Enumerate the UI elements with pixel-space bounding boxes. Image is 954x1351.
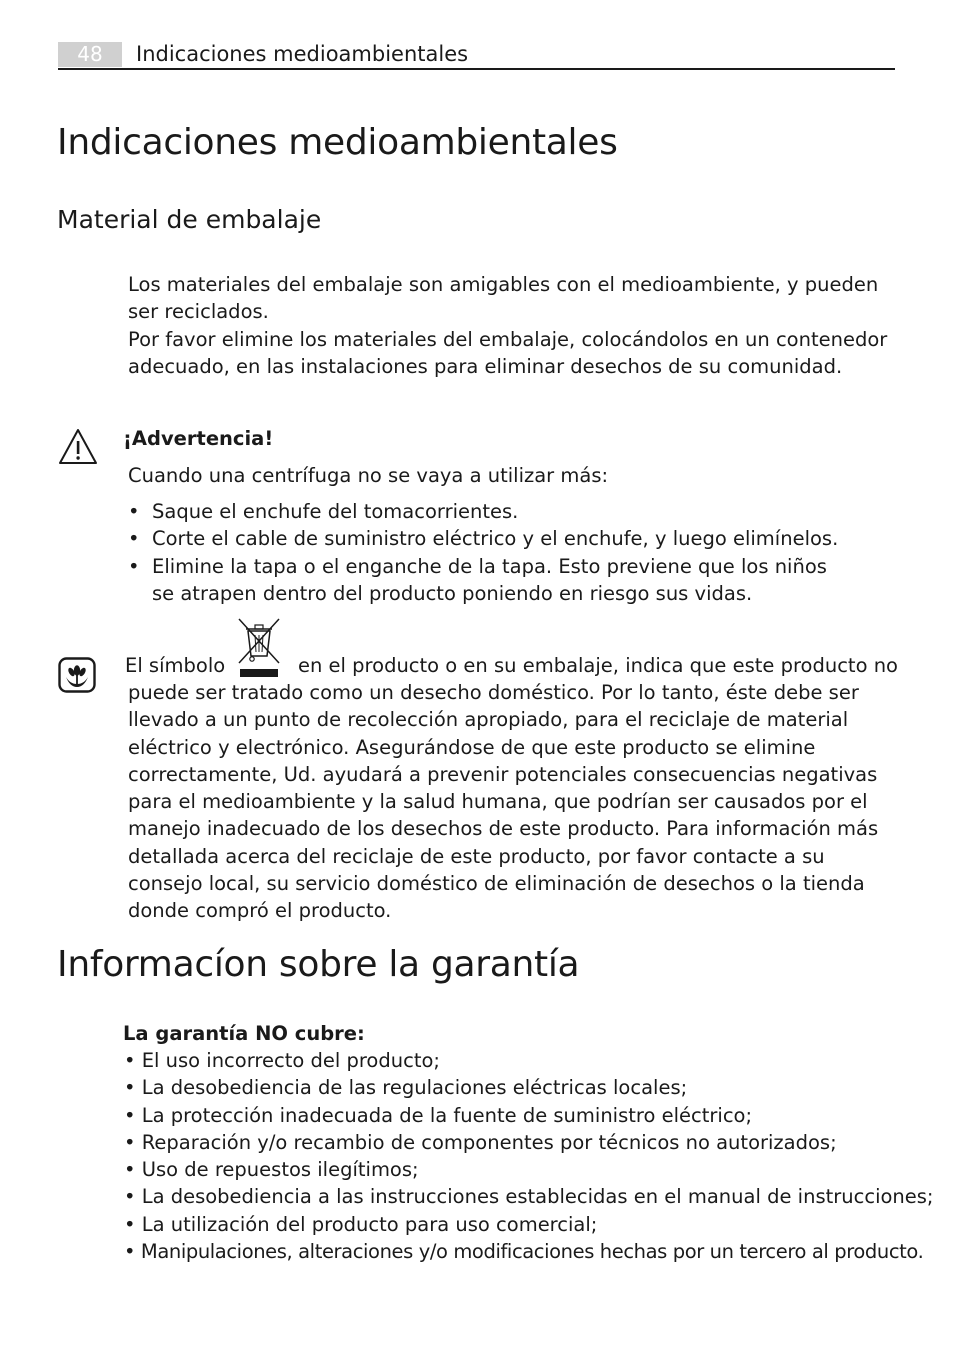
list-item: • Reparación y/o recambio de componentes por técnicos no autorizados; bbox=[124, 1130, 837, 1154]
packaging-paragraph-1: Los materiales del embalaje son amigables con el medioambiente, y pueden ser reciclados. bbox=[128, 273, 879, 324]
list-item: • Manipulaciones, alteraciones y/o modificaciones hechas por un tercero al producto. bbox=[124, 1240, 924, 1264]
warranty-not-covered-heading: La garantía NO cubre: bbox=[123, 1022, 365, 1045]
warning-intro: Cuando una centrífuga no se vaya a utilizar más: bbox=[128, 464, 609, 487]
warning-list bbox=[128, 498, 848, 607]
list-item: • El uso incorrecto del producto; bbox=[124, 1049, 440, 1072]
subheading-packaging: Material de embalaje bbox=[57, 205, 322, 234]
warranty-exclusions-list bbox=[124, 1047, 934, 1265]
running-header: Indicaciones medioambientales bbox=[136, 42, 469, 66]
page-number: 48 bbox=[58, 42, 122, 67]
list-item: • La desobediencia de las regulaciones eléctricas locales; bbox=[124, 1076, 688, 1100]
header-rule bbox=[58, 68, 895, 70]
section-title-warranty: Informacíon sobre la garantía bbox=[57, 944, 580, 985]
list-item: • La utilización del producto para uso comercial; bbox=[124, 1212, 598, 1236]
list-item: • La desobediencia a las instrucciones establecidas en el manual de instrucciones; bbox=[124, 1185, 934, 1209]
packaging-text bbox=[128, 271, 898, 380]
list-item: • Uso de repuestos ilegítimos; bbox=[124, 1158, 419, 1182]
environment-flower-icon bbox=[58, 657, 96, 693]
list-item: • La protección inadecuada de la fuente de suministro eléctrico; bbox=[124, 1103, 753, 1127]
packaging-paragraph-2: Por favor elimine los materiales del embalaje, colocándolos en un contenedor adecuado, en las instalaciones para eliminar desechos de su comunidad. bbox=[128, 327, 888, 378]
weee-paragraph: puede ser tratado como un desecho doméstico. Por lo tanto, éste debe ser llevado a un punto de recolección apropiado, para el reciclaje de material eléctrico y electrónico. Asegurándose de que este producto se elimine correctamente, Ud. ayudará a prevenir potenciales consecuencias negativas para el medioambiente y la salud humana, que podrían ser causados por el manejo inadecuado de los desechos de este producto. Para información más detallada acerca del reciclaje de este producto, por favor contacte a su consejo local, su servicio doméstico de eliminación de desechos o la tienda donde compró el producto. bbox=[128, 681, 879, 923]
list-item: • Saque el enchufe del tomacorrientes. bbox=[128, 498, 848, 525]
list-item: • Elimine la tapa o el enganche de la tapa. Esto previene que los niños se atrapen dentro del producto poniendo en riesgo sus vidas. bbox=[128, 553, 848, 608]
list-item: • Corte el cable de suministro eléctrico y el enchufe, y luego elimínelos. bbox=[128, 525, 848, 552]
section-title-environment: Indicaciones medioambientales bbox=[57, 122, 618, 163]
weee-prefix: El símbolo bbox=[125, 654, 226, 677]
crossed-out-bin-icon bbox=[235, 616, 283, 680]
warning-title: ¡Advertencia! bbox=[123, 427, 274, 450]
weee-first-line: en el producto o en su embalaje, indica que este producto no bbox=[298, 654, 898, 677]
warning-triangle-icon bbox=[58, 428, 98, 466]
